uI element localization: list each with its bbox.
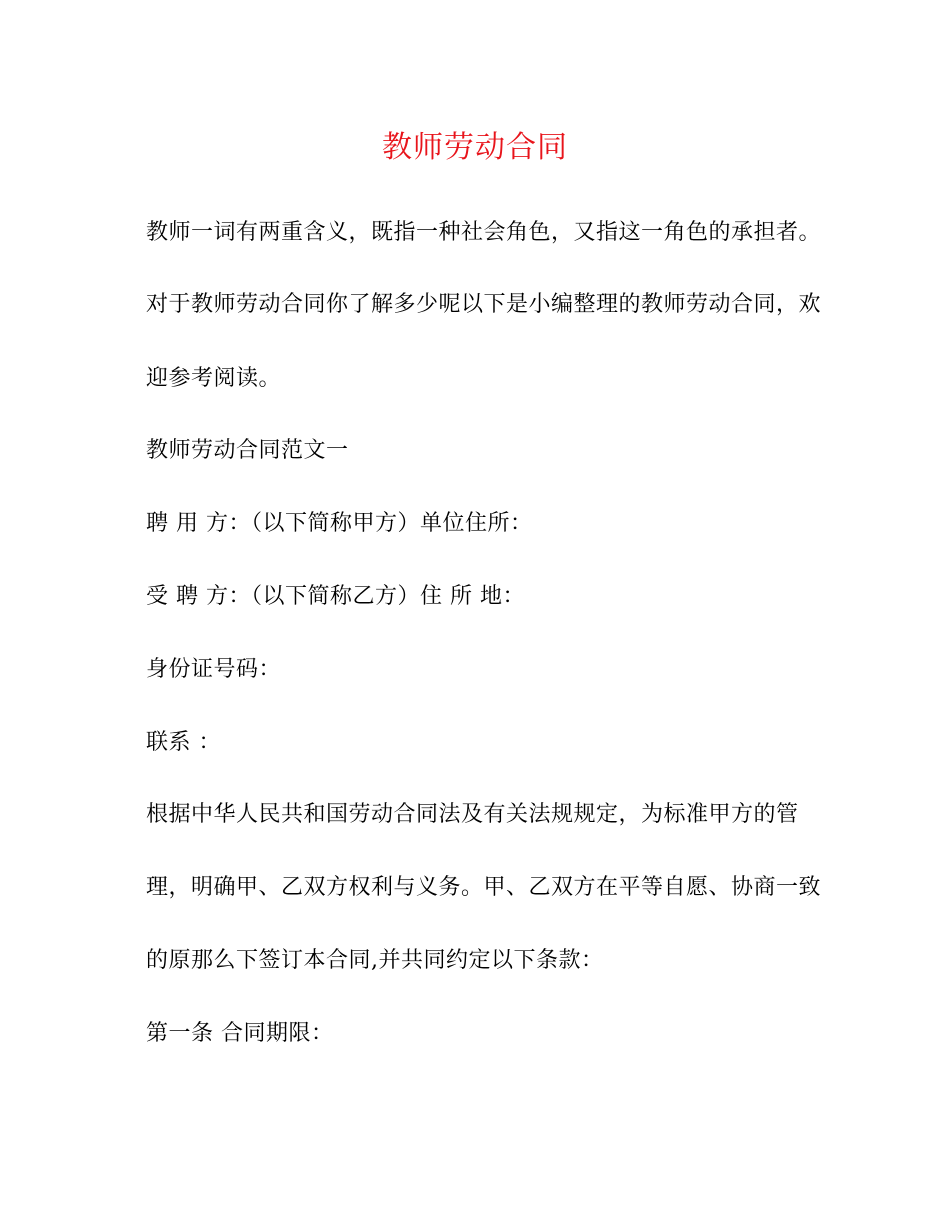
article-heading: 第一条 合同期限： bbox=[146, 1021, 334, 1046]
document-title: 教师劳动合同 bbox=[382, 130, 568, 165]
contact-field-line: 联系 ： bbox=[146, 730, 221, 755]
paragraph-line: 迎参考阅读。 bbox=[146, 366, 282, 391]
section-heading: 教师劳动合同范文一 bbox=[146, 438, 349, 463]
id-number-field-line: 身份证号码： bbox=[146, 657, 282, 682]
paragraph-line: 理，明确甲、乙双方权利与义务。甲、乙双方在平等自愿、协商一致 bbox=[146, 875, 822, 900]
paragraph-line: 教师一词有两重含义，既指一种社会角色，又指这一角色的承担者。 bbox=[146, 220, 822, 245]
employer-field-line: 聘 用 方：（以下简称甲方）单位住所： bbox=[146, 511, 533, 536]
employee-field-line: 受 聘 方：（以下简称乙方）住 所 地： bbox=[146, 584, 525, 609]
paragraph-line: 的原那么下签订本合同,并共同约定以下条款： bbox=[146, 948, 604, 973]
paragraph-line: 根据中华人民共和国劳动合同法及有关法规规定，为标准甲方的管 bbox=[146, 802, 799, 827]
paragraph-line: 对于教师劳动合同你了解多少呢以下是小编整理的教师劳动合同，欢 bbox=[146, 292, 822, 317]
